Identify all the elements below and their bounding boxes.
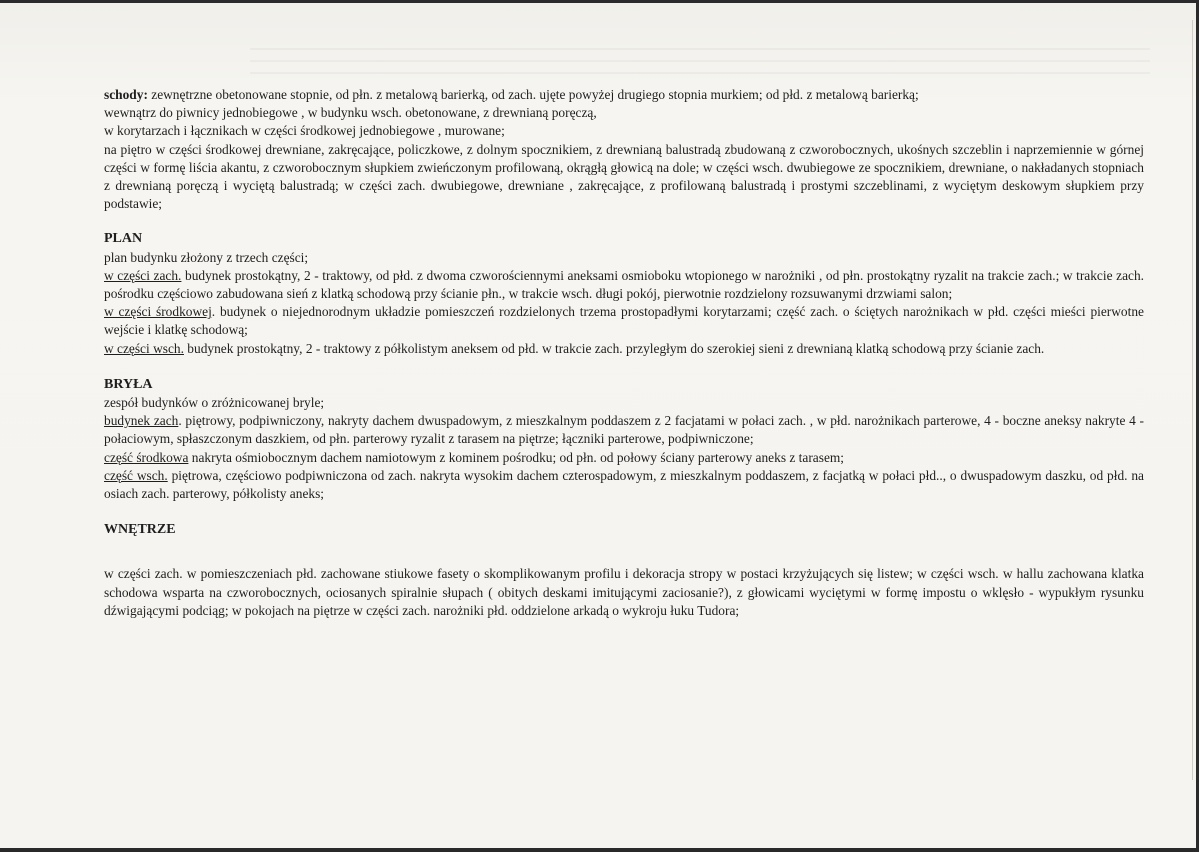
- stairs-paragraph-1: schody: zewnętrzne obetonowane stopnie, od płn. z metalową barierką, od zach. ujęte powyżej drugiego stopnia murkiem; od płd. z metalową barierką;: [104, 87, 919, 102]
- plan-east-part: w części wsch. budynek prostokątny, 2 - traktowy z półkolistym aneksem od płd. w trakcie zach. przyległym do szerokiej sieni z drewnianą klatką schodową przy ścianie zach.: [104, 340, 1045, 356]
- interior-paragraph: w części zach. w pomieszczeniach płd. zachowane stiukowe fasety o skomplikowanym profilu i dekoracja stropy w postaci krzyżujących się listew; w części wsch. w hallu zachowana klatka schodowa wsparta na czworobocznych, ociosanych spiralnie słupach ( obitych deskami imitującymi zaciosanie?), z głowicami wyciętymi w formę impostu o wklęsło - wypukłym rysunku dźwigającymi podciąg; w pokojach na piętrze w części zach. narożniki płd. oddzielone arkadą o wykroju łuku Tudora;: [104, 566, 1144, 618]
- plan-west-part: w części zach. budynek prostokątny, 2 - traktowy, od płd. z dwoma czworościennymi aneksami osmioboku wtopionego w narożniki , od płn. prostokątny ryzalit na trakcie zach.; w trakcie zach. pośrodku częściowo zabudowana sień z klatką schodową przy ścianie płn., w trakcie wsch. długi pokój, pierwotnie rozdzielony rozsuwanymi drzwiami salon;: [104, 267, 1144, 302]
- bryla-west-building: budynek zach. piętrowy, podpiwniczony, nakryty dachem dwuspadowym, z mieszkalnym poddaszem z 2 facjatami w połaci zach. , w płd. narożnikach parterowe, 4 - boczne aneksy nakryte 4 - połaciowym, spłaszczonym daszkiem, od płn. parterowy ryzalit z tarasem na piętrze; łączniki parterowe, podpiwniczone;: [104, 413, 1144, 447]
- interior-heading: WNĘTRZE: [104, 522, 176, 538]
- stairs-paragraph-2: wewnątrz do piwnicy jednobiegowe , w budynku wsch. obetonowane, z drewnianą poręczą,: [104, 105, 597, 121]
- plan-intro: plan budynku złożony z trzech części;: [104, 249, 309, 265]
- bryla-east-part: część wsch. piętrowa, częściowo podpiwniczona od zach. nakryta wysokim dachem czterospadowym, z mieszkalnym poddaszem, z facjatką w połaci płd.., o dwuspadowym daszku, od płd. na osiach zach. parterowy, półkolisty aneks;: [104, 467, 1145, 502]
- show-through-text: [250, 38, 1150, 82]
- stairs-paragraph-4: na piętro w części środkowej drewniane, zakręcające, policzkowe, z dolnym spocznikiem, z drewnianą balustradą zbudowaną z czworobocznych, ukośnych szczeblin i naprzemiennie w górnej części w formę liścia akantu, z czworobocznym słupkiem zwieńczonym profilowaną, okrągłą głowicą na dole; w części wsch. dwubiegowe ze spocznikiem, drewniane, o nakładanych stopniach z drewnianą poręczą i wyciętą balustradą; w części zach. dwubiegowe, drewniane , zakręcające, z profilowaną balustradą i prostymi szczeblinami, z wyciętym deskowym słupkiem przy podstawie;: [104, 141, 1144, 212]
- stairs-label: schody:: [104, 87, 148, 102]
- scan-edge-top: [0, 0, 1199, 3]
- plan-middle-part: w części środkowej. budynek o niejednorodnym układzie pomieszczeń rozdzielonych trzema prostopadłymi korytarzami; część zach. o ściętych narożnikach w płd. części mieści pierwotne wejście i klatkę schodową;: [104, 304, 1144, 338]
- bryla-middle-part: część środkowa nakryta ośmiobocznym dachem namiotowym z kominem pośrodku; od płn. od połowy ściany parterowy aneks z tarasem;: [104, 449, 845, 465]
- bryla-heading: BRYŁA: [104, 376, 153, 392]
- scan-edge-bottom: [0, 848, 1199, 852]
- plan-heading: PLAN: [104, 231, 143, 247]
- document-body: [104, 86, 1144, 620]
- bryla-intro: zespół budynków o zróżnicowanej bryle;: [104, 395, 325, 411]
- stairs-paragraph-3: w korytarzach i łącznikach w części środkowej jednobiegowe , murowane;: [104, 123, 505, 139]
- scan-edge-shadow: [1192, 20, 1193, 780]
